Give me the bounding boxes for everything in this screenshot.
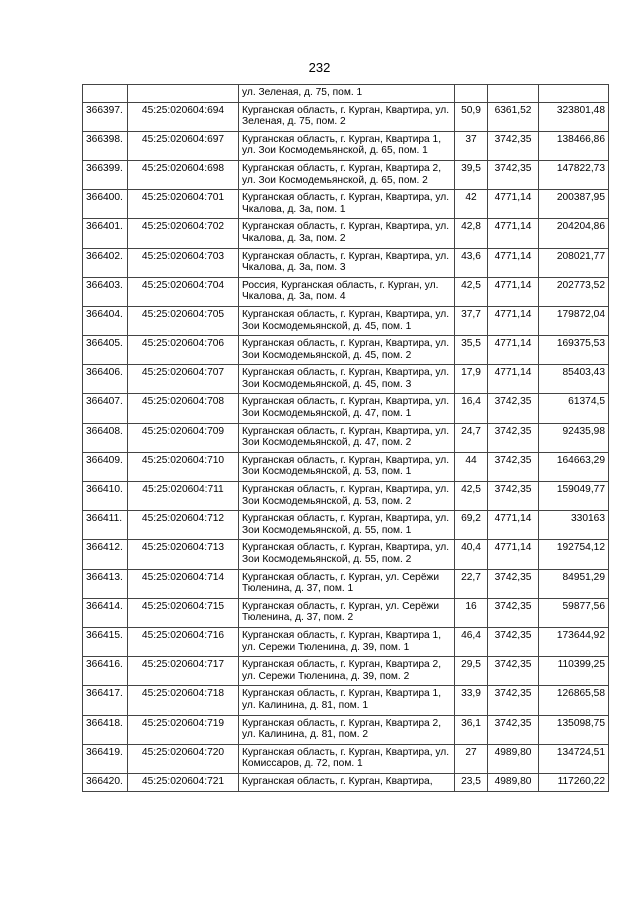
cadastral-value-cell: 330163 <box>539 511 609 540</box>
row-number-cell: 366412. <box>83 540 128 569</box>
cadastral-number-cell: 45:25:020604:694 <box>128 102 239 131</box>
rate-cell: 3742,35 <box>488 452 539 481</box>
rate-cell: 4771,14 <box>488 248 539 277</box>
row-number-cell: 366409. <box>83 452 128 481</box>
address-cell: Курганская область, г. Курган, ул. Серёжи Тюленина, д. 37, пом. 1 <box>239 569 455 598</box>
row-number-cell: 366405. <box>83 336 128 365</box>
cadastral-value-cell: 202773,52 <box>539 277 609 306</box>
table-row <box>83 336 609 365</box>
cadastral-value-cell: 134724,51 <box>539 744 609 773</box>
row-number-cell: 366413. <box>83 569 128 598</box>
rate-cell: 3742,35 <box>488 657 539 686</box>
table-row <box>83 248 609 277</box>
cadastral-value-cell: 110399,25 <box>539 657 609 686</box>
cadastral-value-cell: 173644,92 <box>539 627 609 656</box>
area-cell: 44 <box>455 452 488 481</box>
address-cell: Россия, Курганская область, г. Курган, ул. Чкалова, д. 3а, пом. 4 <box>239 277 455 306</box>
address-cell: Курганская область, г. Курган, Квартира, ул. Зои Космодемьянской, д. 53, пом. 2 <box>239 482 455 511</box>
area-cell: 35,5 <box>455 336 488 365</box>
cadastral-value-cell: 61374,5 <box>539 394 609 423</box>
table-row <box>83 190 609 219</box>
address-cell: Курганская область, г. Курган, Квартира, ул. Зои Космодемьянской, д. 55, пом. 1 <box>239 511 455 540</box>
rate-cell: 3742,35 <box>488 423 539 452</box>
row-number-cell: 366403. <box>83 277 128 306</box>
area-cell <box>455 85 488 103</box>
area-cell: 42,5 <box>455 277 488 306</box>
row-number-cell: 366420. <box>83 773 128 791</box>
row-number-cell: 366406. <box>83 365 128 394</box>
cadastral-number-cell: 45:25:020604:715 <box>128 598 239 627</box>
cadastral-value-cell: 159049,77 <box>539 482 609 511</box>
area-cell: 16 <box>455 598 488 627</box>
table-row <box>83 306 609 335</box>
address-cell: Курганская область, г. Курган, ул. Серёжи Тюленина, д. 37, пом. 2 <box>239 598 455 627</box>
cadastral-number-cell: 45:25:020604:721 <box>128 773 239 791</box>
address-cell: Курганская область, г. Курган, Квартира, ул. Зои Космодемьянской, д. 47, пом. 1 <box>239 394 455 423</box>
address-cell: Курганская область, г. Курган, Квартира, ул. Зеленая, д. 75, пом. 2 <box>239 102 455 131</box>
registry-body <box>83 85 609 792</box>
rate-cell: 4771,14 <box>488 511 539 540</box>
address-cell: Курганская область, г. Курган, Квартира, ул. Зои Космодемьянской, д. 47, пом. 2 <box>239 423 455 452</box>
table-row <box>83 131 609 160</box>
row-number-cell: 366397. <box>83 102 128 131</box>
table-row <box>83 277 609 306</box>
rate-cell: 4771,14 <box>488 277 539 306</box>
row-number-cell: 366417. <box>83 686 128 715</box>
address-cell: Курганская область, г. Курган, Квартира 2, ул. Зои Космодемьянской, д. 65, пом. 2 <box>239 160 455 189</box>
table-row <box>83 569 609 598</box>
cadastral-value-cell: 85403,43 <box>539 365 609 394</box>
table-row <box>83 715 609 744</box>
area-cell: 46,4 <box>455 627 488 656</box>
area-cell: 39,5 <box>455 160 488 189</box>
cadastral-number-cell: 45:25:020604:711 <box>128 482 239 511</box>
cadastral-value-cell: 147822,73 <box>539 160 609 189</box>
area-cell: 37,7 <box>455 306 488 335</box>
page-number: 232 <box>308 60 331 75</box>
rate-cell <box>488 85 539 103</box>
table-row <box>83 540 609 569</box>
area-cell: 40,4 <box>455 540 488 569</box>
cadastral-number-cell: 45:25:020604:697 <box>128 131 239 160</box>
table-row <box>83 160 609 189</box>
cadastral-value-cell: 169375,53 <box>539 336 609 365</box>
address-cell: Курганская область, г. Курган, Квартира, ул. Чкалова, д. 3а, пом. 2 <box>239 219 455 248</box>
cadastral-number-cell: 45:25:020604:703 <box>128 248 239 277</box>
cadastral-number-cell: 45:25:020604:702 <box>128 219 239 248</box>
cadastral-number-cell: 45:25:020604:698 <box>128 160 239 189</box>
row-number-cell: 366410. <box>83 482 128 511</box>
row-number-cell: 366401. <box>83 219 128 248</box>
rate-cell: 3742,35 <box>488 569 539 598</box>
row-number-cell <box>83 85 128 103</box>
area-cell: 17,9 <box>455 365 488 394</box>
cadastral-value-cell: 164663,29 <box>539 452 609 481</box>
address-cell: Курганская область, г. Курган, Квартира, ул. Зои Космодемьянской, д. 45, пом. 1 <box>239 306 455 335</box>
area-cell: 16,4 <box>455 394 488 423</box>
cadastral-value-cell: 208021,77 <box>539 248 609 277</box>
address-cell: Курганская область, г. Курган, Квартира, <box>239 773 455 791</box>
table-row-continuation <box>83 85 609 103</box>
rate-cell: 3742,35 <box>488 394 539 423</box>
cadastral-value-cell <box>539 85 609 103</box>
cadastral-value-cell: 200387,95 <box>539 190 609 219</box>
area-cell: 36,1 <box>455 715 488 744</box>
table-row <box>83 657 609 686</box>
rate-cell: 4771,14 <box>488 365 539 394</box>
cadastral-number-cell: 45:25:020604:707 <box>128 365 239 394</box>
rate-cell: 3742,35 <box>488 160 539 189</box>
rate-cell: 3742,35 <box>488 598 539 627</box>
address-cell: Курганская область, г. Курган, Квартира, ул. Зои Космодемьянской, д. 55, пом. 2 <box>239 540 455 569</box>
area-cell: 43,6 <box>455 248 488 277</box>
row-number-cell: 366402. <box>83 248 128 277</box>
area-cell: 50,9 <box>455 102 488 131</box>
cadastral-value-cell: 92435,98 <box>539 423 609 452</box>
address-cell: Курганская область, г. Курган, Квартира 1, ул. Калинина, д. 81, пом. 1 <box>239 686 455 715</box>
cadastral-value-cell: 59877,56 <box>539 598 609 627</box>
cadastral-number-cell: 45:25:020604:716 <box>128 627 239 656</box>
cadastral-value-cell: 126865,58 <box>539 686 609 715</box>
row-number-cell: 366399. <box>83 160 128 189</box>
row-number-cell: 366415. <box>83 627 128 656</box>
cadastral-number-cell: 45:25:020604:712 <box>128 511 239 540</box>
cadastral-number-cell: 45:25:020604:717 <box>128 657 239 686</box>
address-cell: Курганская область, г. Курган, Квартира 2, ул. Сережи Тюленина, д. 39, пом. 2 <box>239 657 455 686</box>
table-row <box>83 744 609 773</box>
cadastral-number-cell: 45:25:020604:718 <box>128 686 239 715</box>
row-number-cell: 366407. <box>83 394 128 423</box>
area-cell: 29,5 <box>455 657 488 686</box>
rate-cell: 4771,14 <box>488 306 539 335</box>
table-row <box>83 511 609 540</box>
cadastral-number-cell: 45:25:020604:720 <box>128 744 239 773</box>
address-cell: Курганская область, г. Курган, Квартира, ул. Комиссаров, д. 72, пом. 1 <box>239 744 455 773</box>
table-row <box>83 423 609 452</box>
row-number-cell: 366414. <box>83 598 128 627</box>
table-row <box>83 482 609 511</box>
rate-cell: 4771,14 <box>488 190 539 219</box>
rate-cell: 4989,80 <box>488 773 539 791</box>
row-number-cell: 366404. <box>83 306 128 335</box>
cadastral-number-cell: 45:25:020604:710 <box>128 452 239 481</box>
address-cell: Курганская область, г. Курган, Квартира, ул. Зои Космодемьянской, д. 45, пом. 3 <box>239 365 455 394</box>
table-row <box>83 219 609 248</box>
row-number-cell: 366398. <box>83 131 128 160</box>
cadastral-number-cell: 45:25:020604:714 <box>128 569 239 598</box>
cadastral-number-cell <box>128 85 239 103</box>
cadastral-number-cell: 45:25:020604:708 <box>128 394 239 423</box>
table-row <box>83 598 609 627</box>
address-cell: Курганская область, г. Курган, Квартира, ул. Чкалова, д. 3а, пом. 3 <box>239 248 455 277</box>
rate-cell: 4771,14 <box>488 219 539 248</box>
row-number-cell: 366400. <box>83 190 128 219</box>
table-row <box>83 686 609 715</box>
rate-cell: 3742,35 <box>488 686 539 715</box>
cadastral-number-cell: 45:25:020604:701 <box>128 190 239 219</box>
cadastral-number-cell: 45:25:020604:705 <box>128 306 239 335</box>
table-row <box>83 365 609 394</box>
property-registry-table <box>82 84 609 792</box>
row-number-cell: 366408. <box>83 423 128 452</box>
area-cell: 22,7 <box>455 569 488 598</box>
rate-cell: 3742,35 <box>488 627 539 656</box>
rate-cell: 6361,52 <box>488 102 539 131</box>
address-cell: Курганская область, г. Курган, Квартира, ул. Зои Космодемьянской, д. 53, пом. 1 <box>239 452 455 481</box>
rate-cell: 3742,35 <box>488 131 539 160</box>
area-cell: 33,9 <box>455 686 488 715</box>
address-cell: Курганская область, г. Курган, Квартира, ул. Зои Космодемьянской, д. 45, пом. 2 <box>239 336 455 365</box>
table-row <box>83 394 609 423</box>
cadastral-number-cell: 45:25:020604:704 <box>128 277 239 306</box>
area-cell: 42,8 <box>455 219 488 248</box>
cadastral-number-cell: 45:25:020604:713 <box>128 540 239 569</box>
address-cell: Курганская область, г. Курган, Квартира 2, ул. Калинина, д. 81, пом. 2 <box>239 715 455 744</box>
cadastral-value-cell: 117260,22 <box>539 773 609 791</box>
table-row <box>83 773 609 791</box>
row-number-cell: 366416. <box>83 657 128 686</box>
rate-cell: 4771,14 <box>488 540 539 569</box>
cadastral-value-cell: 192754,12 <box>539 540 609 569</box>
cadastral-value-cell: 135098,75 <box>539 715 609 744</box>
area-cell: 42 <box>455 190 488 219</box>
cadastral-value-cell: 323801,48 <box>539 102 609 131</box>
table-row <box>83 452 609 481</box>
row-number-cell: 366418. <box>83 715 128 744</box>
rate-cell: 3742,35 <box>488 482 539 511</box>
area-cell: 69,2 <box>455 511 488 540</box>
address-cell: Курганская область, г. Курган, Квартира, ул. Чкалова, д. 3а, пом. 1 <box>239 190 455 219</box>
row-number-cell: 366411. <box>83 511 128 540</box>
area-cell: 24,7 <box>455 423 488 452</box>
area-cell: 23,5 <box>455 773 488 791</box>
address-cell: ул. Зеленая, д. 75, пом. 1 <box>239 85 455 103</box>
area-cell: 42,5 <box>455 482 488 511</box>
cadastral-value-cell: 138466,86 <box>539 131 609 160</box>
table-row <box>83 102 609 131</box>
area-cell: 37 <box>455 131 488 160</box>
rate-cell: 4771,14 <box>488 336 539 365</box>
address-cell: Курганская область, г. Курган, Квартира 1, ул. Зои Космодемьянской, д. 65, пом. 1 <box>239 131 455 160</box>
address-cell: Курганская область, г. Курган, Квартира 1, ул. Сережи Тюленина, д. 39, пом. 1 <box>239 627 455 656</box>
cadastral-value-cell: 204204,86 <box>539 219 609 248</box>
cadastral-value-cell: 179872,04 <box>539 306 609 335</box>
row-number-cell: 366419. <box>83 744 128 773</box>
cadastral-number-cell: 45:25:020604:706 <box>128 336 239 365</box>
table-row <box>83 627 609 656</box>
cadastral-number-cell: 45:25:020604:719 <box>128 715 239 744</box>
cadastral-number-cell: 45:25:020604:709 <box>128 423 239 452</box>
area-cell: 27 <box>455 744 488 773</box>
cadastral-value-cell: 84951,29 <box>539 569 609 598</box>
rate-cell: 4989,80 <box>488 744 539 773</box>
rate-cell: 3742,35 <box>488 715 539 744</box>
